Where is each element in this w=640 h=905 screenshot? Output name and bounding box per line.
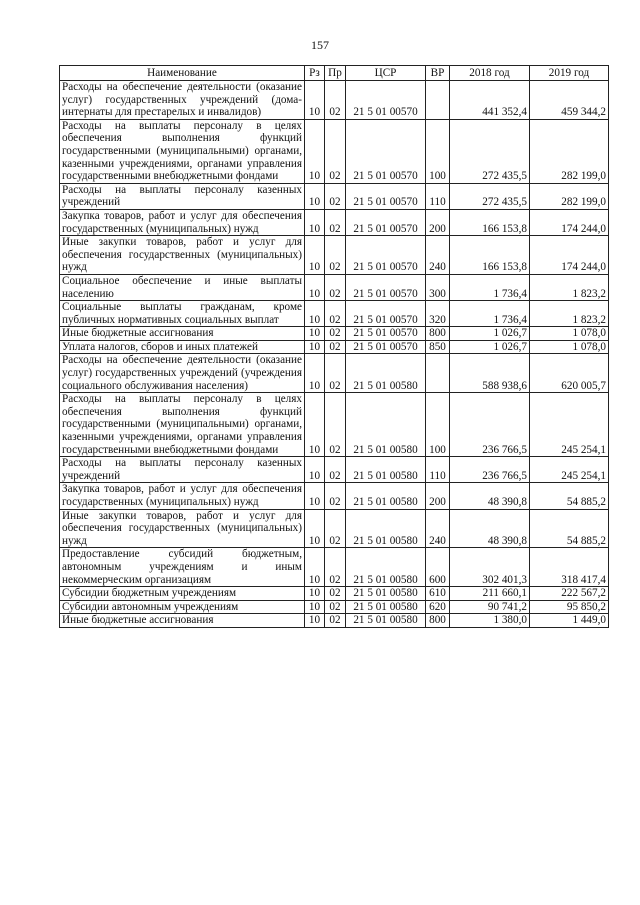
cell-pr: 02 xyxy=(325,274,346,300)
table-row xyxy=(60,457,609,483)
cell-2018: 1 380,0 xyxy=(450,614,530,628)
table-row xyxy=(60,274,609,300)
cell-pr: 02 xyxy=(325,327,346,341)
cell-rz: 10 xyxy=(305,274,325,300)
cell-csr: 21 5 01 00570 xyxy=(346,327,426,341)
cell-2019: 282 199,0 xyxy=(530,119,609,183)
cell-csr: 21 5 01 00580 xyxy=(346,393,426,457)
cell-2018: 211 660,1 xyxy=(450,587,530,601)
cell-rz: 10 xyxy=(305,457,325,483)
cell-rz: 10 xyxy=(305,327,325,341)
cell-vr: 200 xyxy=(426,209,450,235)
cell-2018: 236 766,5 xyxy=(450,393,530,457)
cell-name: Закупка товаров, работ и услуг для обеспечения государственных (муниципальных) нужд xyxy=(60,209,305,235)
cell-2018: 272 435,5 xyxy=(450,119,530,183)
header-2019: 2019 год xyxy=(530,66,609,81)
cell-2019: 1 078,0 xyxy=(530,327,609,341)
cell-name: Расходы на выплаты персоналу в целях обеспечения выполнения функций государственными (муниципальными) органами, казенными учреждениями, органами управления государственными внебюджетными фондами xyxy=(60,119,305,183)
table-row xyxy=(60,236,609,275)
cell-pr: 02 xyxy=(325,600,346,614)
table-row xyxy=(60,327,609,341)
table-header-row xyxy=(60,66,609,81)
cell-csr: 21 5 01 00570 xyxy=(346,301,426,327)
cell-rz: 10 xyxy=(305,119,325,183)
cell-name: Иные бюджетные ассигнования xyxy=(60,614,305,628)
table-row xyxy=(60,548,609,587)
header-csr: ЦСР xyxy=(346,66,426,81)
cell-vr: 200 xyxy=(426,483,450,509)
cell-pr: 02 xyxy=(325,209,346,235)
cell-rz: 10 xyxy=(305,509,325,548)
table-row xyxy=(60,340,609,354)
cell-csr: 21 5 01 00570 xyxy=(346,340,426,354)
page-number: 157 xyxy=(311,38,329,52)
cell-pr: 02 xyxy=(325,457,346,483)
cell-pr: 02 xyxy=(325,614,346,628)
cell-csr: 21 5 01 00570 xyxy=(346,209,426,235)
cell-2018: 302 401,3 xyxy=(450,548,530,587)
cell-2019: 54 885,2 xyxy=(530,509,609,548)
cell-csr: 21 5 01 00580 xyxy=(346,600,426,614)
table-row xyxy=(60,183,609,209)
cell-2018: 236 766,5 xyxy=(450,457,530,483)
table-row xyxy=(60,209,609,235)
cell-name: Закупка товаров, работ и услуг для обеспечения государственных (муниципальных) нужд xyxy=(60,483,305,509)
cell-rz: 10 xyxy=(305,81,325,120)
table-row xyxy=(60,600,609,614)
cell-csr: 21 5 01 00570 xyxy=(346,236,426,275)
cell-rz: 10 xyxy=(305,354,325,393)
cell-vr: 320 xyxy=(426,301,450,327)
cell-rz: 10 xyxy=(305,236,325,275)
cell-vr xyxy=(426,81,450,120)
cell-csr: 21 5 01 00570 xyxy=(346,183,426,209)
budget-table xyxy=(59,65,609,628)
table-row xyxy=(60,81,609,120)
cell-2019: 245 254,1 xyxy=(530,393,609,457)
cell-csr: 21 5 01 00580 xyxy=(346,483,426,509)
cell-name: Расходы на выплаты персоналу казенных учреждений xyxy=(60,183,305,209)
cell-vr: 240 xyxy=(426,509,450,548)
cell-rz: 10 xyxy=(305,209,325,235)
header-name: Наименование xyxy=(60,66,305,81)
cell-name: Иные закупки товаров, работ и услуг для обеспечения государственных (муниципальных) нужд xyxy=(60,509,305,548)
cell-2019: 1 823,2 xyxy=(530,301,609,327)
cell-2018: 441 352,4 xyxy=(450,81,530,120)
cell-rz: 10 xyxy=(305,614,325,628)
cell-name: Социальные выплаты гражданам, кроме публичных нормативных социальных выплат xyxy=(60,301,305,327)
cell-pr: 02 xyxy=(325,587,346,601)
cell-pr: 02 xyxy=(325,301,346,327)
header-vr: ВР xyxy=(426,66,450,81)
cell-rz: 10 xyxy=(305,340,325,354)
cell-pr: 02 xyxy=(325,354,346,393)
table-row xyxy=(60,301,609,327)
cell-2018: 48 390,8 xyxy=(450,483,530,509)
cell-name: Расходы на выплаты персоналу казенных учреждений xyxy=(60,457,305,483)
cell-vr: 240 xyxy=(426,236,450,275)
cell-name: Расходы на обеспечение деятельности (оказание услуг) государственных учреждений (дома-интернаты для престарелых и инвалидов) xyxy=(60,81,305,120)
table-row xyxy=(60,614,609,628)
cell-vr: 800 xyxy=(426,614,450,628)
cell-2018: 48 390,8 xyxy=(450,509,530,548)
table-row xyxy=(60,587,609,601)
cell-csr: 21 5 01 00580 xyxy=(346,587,426,601)
cell-2019: 54 885,2 xyxy=(530,483,609,509)
cell-name: Предоставление субсидий бюджетным, автономным учреждениям и иным некоммерческим организациям xyxy=(60,548,305,587)
cell-2019: 1 823,2 xyxy=(530,274,609,300)
cell-2018: 1 026,7 xyxy=(450,327,530,341)
cell-rz: 10 xyxy=(305,483,325,509)
cell-csr: 21 5 01 00580 xyxy=(346,457,426,483)
cell-pr: 02 xyxy=(325,81,346,120)
cell-pr: 02 xyxy=(325,183,346,209)
cell-rz: 10 xyxy=(305,587,325,601)
cell-2019: 174 244,0 xyxy=(530,236,609,275)
cell-csr: 21 5 01 00580 xyxy=(346,354,426,393)
cell-vr: 800 xyxy=(426,327,450,341)
cell-name: Субсидии автономным учреждениям xyxy=(60,600,305,614)
cell-2019: 222 567,2 xyxy=(530,587,609,601)
cell-2018: 1 736,4 xyxy=(450,301,530,327)
cell-csr: 21 5 01 00570 xyxy=(346,81,426,120)
cell-rz: 10 xyxy=(305,393,325,457)
cell-vr: 100 xyxy=(426,119,450,183)
table-row xyxy=(60,393,609,457)
cell-csr: 21 5 01 00570 xyxy=(346,119,426,183)
cell-pr: 02 xyxy=(325,509,346,548)
cell-vr xyxy=(426,354,450,393)
cell-vr: 100 xyxy=(426,393,450,457)
cell-pr: 02 xyxy=(325,483,346,509)
cell-vr: 110 xyxy=(426,457,450,483)
cell-2019: 318 417,4 xyxy=(530,548,609,587)
cell-csr: 21 5 01 00580 xyxy=(346,614,426,628)
cell-vr: 300 xyxy=(426,274,450,300)
cell-vr: 850 xyxy=(426,340,450,354)
cell-pr: 02 xyxy=(325,340,346,354)
cell-2018: 272 435,5 xyxy=(450,183,530,209)
cell-vr: 610 xyxy=(426,587,450,601)
cell-2019: 620 005,7 xyxy=(530,354,609,393)
header-pr: Пр xyxy=(325,66,346,81)
table-row xyxy=(60,354,609,393)
header-2018: 2018 год xyxy=(450,66,530,81)
cell-name: Уплата налогов, сборов и иных платежей xyxy=(60,340,305,354)
cell-2019: 1 449,0 xyxy=(530,614,609,628)
cell-rz: 10 xyxy=(305,301,325,327)
cell-name: Иные закупки товаров, работ и услуг для обеспечения государственных (муниципальных) нужд xyxy=(60,236,305,275)
cell-pr: 02 xyxy=(325,393,346,457)
cell-name: Социальное обеспечение и иные выплаты населению xyxy=(60,274,305,300)
cell-2018: 1 736,4 xyxy=(450,274,530,300)
cell-vr: 600 xyxy=(426,548,450,587)
cell-2019: 174 244,0 xyxy=(530,209,609,235)
cell-2019: 1 078,0 xyxy=(530,340,609,354)
table-row xyxy=(60,119,609,183)
cell-name: Иные бюджетные ассигнования xyxy=(60,327,305,341)
cell-rz: 10 xyxy=(305,600,325,614)
cell-pr: 02 xyxy=(325,548,346,587)
header-rz: Рз xyxy=(305,66,325,81)
cell-2019: 459 344,2 xyxy=(530,81,609,120)
cell-2019: 245 254,1 xyxy=(530,457,609,483)
table-row xyxy=(60,483,609,509)
cell-2018: 588 938,6 xyxy=(450,354,530,393)
cell-pr: 02 xyxy=(325,236,346,275)
cell-2018: 166 153,8 xyxy=(450,209,530,235)
cell-2018: 166 153,8 xyxy=(450,236,530,275)
cell-2019: 95 850,2 xyxy=(530,600,609,614)
cell-name: Расходы на обеспечение деятельности (оказание услуг) государственных учреждений (учреждения социального обслуживания населения) xyxy=(60,354,305,393)
table-row xyxy=(60,509,609,548)
cell-name: Субсидии бюджетным учреждениям xyxy=(60,587,305,601)
cell-2019: 282 199,0 xyxy=(530,183,609,209)
cell-2018: 1 026,7 xyxy=(450,340,530,354)
cell-2018: 90 741,2 xyxy=(450,600,530,614)
cell-vr: 110 xyxy=(426,183,450,209)
cell-rz: 10 xyxy=(305,183,325,209)
cell-csr: 21 5 01 00580 xyxy=(346,548,426,587)
cell-pr: 02 xyxy=(325,119,346,183)
cell-csr: 21 5 01 00580 xyxy=(346,509,426,548)
cell-vr: 620 xyxy=(426,600,450,614)
cell-rz: 10 xyxy=(305,548,325,587)
cell-csr: 21 5 01 00570 xyxy=(346,274,426,300)
cell-name: Расходы на выплаты персоналу в целях обеспечения выполнения функций государственными (муниципальными) органами, казенными учреждениями, органами управления государственными внебюджетными фондами xyxy=(60,393,305,457)
